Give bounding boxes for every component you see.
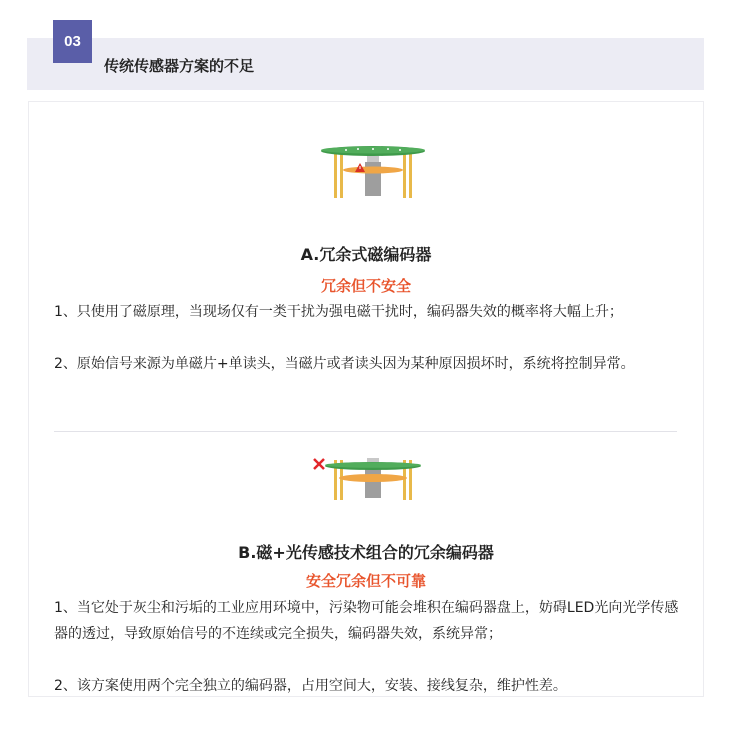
section-a-subtitle: 冗余但不安全 [320, 277, 411, 295]
section-b-point-1: 1、当它处于灰尘和污垢的工业应用环境中，污染物可能会堆积在编码器盘上，妨碍LED光向光学传感器的透过，导致原始信号的不连续或完全损失，编码器失效，系统异常； [54, 600, 679, 642]
section-b-title: B.磁+光传感技术组合的冗余编码器 [238, 543, 494, 562]
section-b-subtitle: 安全冗余但不可靠 [305, 572, 426, 590]
section-divider [54, 431, 677, 432]
section-a-point-1: 1、只使用了磁原理，当现场仅有一类干扰为强电磁干扰时，编码器失效的概率将大幅上升； [54, 304, 623, 320]
section-b-point-2: 2、该方案使用两个完全独立的编码器，占用空间大，安装、接线复杂，维护性差。 [54, 678, 567, 694]
section-number-badge: 03 [53, 20, 92, 63]
section-header-title: 传统传感器方案的不足 [104, 57, 255, 75]
magnetic-optical-encoder-illustration-icon [310, 450, 430, 502]
red-cross-icon [314, 459, 324, 469]
magnetic-encoder-illustration-icon [318, 142, 428, 202]
section-a-title: A.冗余式磁编码器 [300, 245, 432, 264]
section-a-point-2: 2、原始信号来源为单磁片+单读头，当磁片或者读头因为某种原因损坏时，系统将控制异常。 [54, 356, 635, 372]
